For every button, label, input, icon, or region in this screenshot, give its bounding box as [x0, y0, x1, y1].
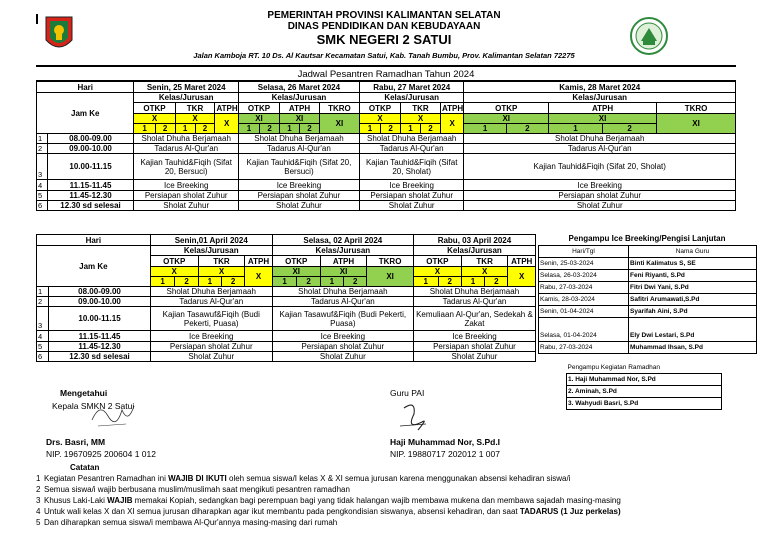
pengampu-table: [538, 245, 757, 354]
table-row: [539, 318, 757, 342]
kelas-jurusan: Kelas/Jurusan: [272, 246, 413, 256]
activity-cell: Sholat Dhuha Berjamaah: [238, 134, 359, 144]
activity-cell: Ice Breeking: [272, 331, 413, 342]
day-header: Selasa, 02 April 2024: [272, 235, 413, 246]
time-slot: 10.00-11.15: [49, 307, 150, 331]
row-number: 5: [37, 342, 49, 352]
gov-line: PEMERINTAH PROVINSI KALIMANTAN SELATAN: [267, 10, 501, 21]
list-item: 1. Haji Muhammad Nor, S.Pd: [567, 374, 722, 386]
activity-cell: Sholat Zuhur: [272, 352, 413, 362]
time-slot: 11.45-12.30: [49, 342, 150, 352]
time-slot: 12.30 sd selesai: [47, 201, 134, 211]
day-header: Rabu, 27 Maret 2024: [359, 82, 464, 93]
pengampu-teacher: Feni Riyanti, S.Pd: [629, 270, 757, 282]
kelas-jurusan: Kelas/Jurusan: [359, 93, 464, 103]
activity-cell: Ice Breeking: [359, 180, 464, 191]
table-row: [539, 270, 757, 282]
activity-cell: Sholat Zuhur: [238, 201, 359, 211]
class-cell: X: [245, 267, 272, 287]
sub-class: 2: [506, 124, 548, 134]
major-atph: ATPH: [508, 256, 536, 267]
major-otkp: OTKP: [464, 103, 549, 114]
class-cell: X: [175, 114, 215, 124]
table-row: [37, 191, 736, 201]
letterhead: [0, 0, 768, 66]
activity-cell: Sholat Zuhur: [413, 352, 535, 362]
activity-cell: Sholat Zuhur: [359, 201, 464, 211]
school-address: Jalan Kamboja RT. 10 Ds. Al Kautsar Kecamatan Satui, Kab. Tanah Bumbu, Prov. Kalimantan Selatan 72275: [193, 51, 575, 60]
activity-cell: Tadarus Al-Qur'an: [238, 144, 359, 154]
activity-cell: Persiapan sholat Zuhur: [238, 191, 359, 201]
sub-class: 2: [175, 277, 198, 287]
sub-class: 2: [155, 124, 175, 134]
class-cell: X: [440, 114, 464, 134]
table-row: [37, 307, 536, 331]
activity-cell: Kajian Tasawuf&Fiqih (Budi Pekerti, Puasa): [272, 307, 413, 331]
table-row: [539, 282, 757, 294]
hari-header: Hari: [37, 235, 151, 246]
pengampu-teacher: Binti Kalimatus S, SE: [629, 258, 757, 270]
table-row: [37, 134, 736, 144]
notes-title: Catatan: [70, 463, 100, 472]
table-row: [539, 294, 757, 306]
pengampu-date: Selasa, 26-03-2024: [539, 270, 629, 282]
activity-cell: Persiapan sholat Zuhur: [272, 342, 413, 352]
table-row: [37, 352, 536, 362]
major-tkr: TKR: [461, 256, 508, 267]
row-number: 4: [37, 331, 49, 342]
pengampu-teacher: Muhammad Ihsan, S.Pd: [629, 342, 757, 354]
major-atph: ATPH: [280, 103, 320, 114]
note-item: 1 Kegiatan Pesantren Ramadhan ini WAJIB DI IKUTI oleh semua siswa/I kelas X & XI semua jurusan karena menggunakan absensi kehadiran siswa/i: [36, 474, 571, 483]
activity-cell: Persiapan sholat Zuhur: [413, 342, 535, 352]
major-atph: ATPH: [320, 256, 367, 267]
time-slot: 09.00-10.00: [47, 144, 134, 154]
major-otkp: OTKP: [238, 103, 279, 114]
table-row: [539, 258, 757, 270]
sub-class: 1: [413, 277, 438, 287]
table-row: [539, 306, 757, 318]
activity-cell: Ice Breeking: [464, 180, 736, 191]
col-guru: Nama Guru: [629, 246, 757, 258]
class-cell: X: [215, 114, 238, 134]
activity-cell: Sholat Dhuha Berjamaah: [272, 287, 413, 297]
mengetahui-label: Mengetahui: [60, 388, 108, 398]
day-header: Senin,01 April 2024: [150, 235, 272, 246]
activity-cell: Persiapan sholat Zuhur: [464, 191, 736, 201]
notes-section: [36, 462, 736, 528]
header-divider: [36, 65, 736, 67]
row-number: 2: [37, 297, 49, 307]
sub-class: 1: [549, 124, 603, 134]
sub-class: 1: [272, 277, 297, 287]
activity-cell: Tadarus Al-Qur'an: [359, 144, 464, 154]
sub-class: 1: [238, 124, 259, 134]
major-tkr: TKR: [175, 103, 215, 114]
sub-class: 2: [485, 277, 508, 287]
kelas-jurusan: Kelas/Jurusan: [238, 93, 359, 103]
activity-cell: Kajian Tauhid&Fiqih (Sifat 20, Sholat): [464, 154, 736, 180]
note-item: 4 Untuk wali kelas X dan XI semua jurusan diharapkan agar ikut membantu pada pengkondisian siswanya, absensi kehadiran, dan saat TADARUS (1 Juz perkelas): [36, 507, 621, 516]
table-row: [37, 201, 736, 211]
activity-cell: Kajian Tauhid&Fiqih (Sifat 20, Bersuci): [134, 154, 238, 180]
class-cell: XI: [280, 114, 320, 124]
sub-class: 2: [300, 124, 320, 134]
list-item: 3. Wahyudi Basri, S.Pd: [567, 398, 722, 410]
guru-signature-icon: [396, 400, 432, 434]
pengampu-kegiatan-table: [566, 362, 722, 410]
class-cell: X: [401, 114, 441, 124]
kelas-jurusan: Kelas/Jurusan: [464, 93, 736, 103]
pengampu-title: Pengampu Ice Breeking/Pengisi Lanjutan: [568, 234, 726, 243]
table-row: [37, 287, 536, 297]
activity-cell: Tadarus Al-Qur'an: [464, 144, 736, 154]
guru-pai-label-block: [390, 388, 424, 398]
guru-pai-role: Guru PAI: [390, 388, 425, 398]
table-row: [37, 144, 736, 154]
sub-class: 2: [381, 124, 401, 134]
class-cell: X: [359, 114, 400, 124]
table-row: [539, 342, 757, 354]
jam-ke-header: Jam Ke: [37, 93, 134, 134]
sub-class: 2: [195, 124, 215, 134]
time-slot: 11.15-11.45: [49, 331, 150, 342]
time-slot: 09.00-10.00: [49, 297, 150, 307]
activity-cell: Sholat Dhuha Berjamaah: [150, 287, 272, 297]
class-cell: XI: [238, 114, 279, 124]
time-slot: 08.00-09.00: [49, 287, 150, 297]
sub-class: 2: [297, 277, 320, 287]
kelas-jurusan: Kelas/Jurusan: [134, 93, 238, 103]
note-item: 3 Khusus Laki-Laki WAJIB memakai Kopiah, sedangkan bagi perempuan bagi yang tidak halangan wajib membawa mukena dan membawa sajadah masing-masing: [36, 496, 621, 505]
day-header: Kamis, 28 Maret 2024: [464, 82, 736, 93]
class-cell: X: [134, 114, 175, 124]
activity-cell: Persiapan sholat Zuhur: [134, 191, 238, 201]
table-row: [37, 297, 536, 307]
sub-class: 1: [150, 277, 175, 287]
activity-cell: Kemuliaan Al-Qur'an, Sedekah & Zakat: [413, 307, 535, 331]
headmaster-name-block: [46, 437, 156, 459]
row-number: 4: [37, 180, 48, 191]
headmaster-name: Drs. Basri, MM: [46, 437, 106, 447]
row-number: 5: [37, 191, 48, 201]
note-item: 2 Semua siswa/i wajib berbusana muslim/muslimah saat mengikuti pesantren ramadhan: [36, 485, 350, 494]
sub-class: 1: [198, 277, 221, 287]
activity-cell: Sholat Zuhur: [150, 352, 272, 362]
week1-schedule-table: [36, 81, 736, 211]
class-cell: XI: [464, 114, 549, 124]
class-cell: XI: [272, 267, 320, 277]
school-name: SMK NEGERI 2 SATUI: [316, 32, 452, 47]
sub-class: 2: [603, 124, 657, 134]
headmaster-signature-icon: [88, 398, 136, 432]
sub-class: 1: [320, 277, 343, 287]
major-atph: ATPH: [245, 256, 272, 267]
row-number: 1: [37, 287, 49, 297]
time-slot: 12.30 sd selesai: [49, 352, 150, 362]
day-header: Selasa, 26 Maret 2024: [238, 82, 359, 93]
col-hari: Hari/Tgl: [539, 246, 629, 258]
jam-ke-header: Jam Ke: [37, 246, 151, 287]
major-otkp: OTKP: [134, 103, 175, 114]
activity-cell: Kajian Tasawuf&Fiqih (Budi Pekerti, Puasa): [150, 307, 272, 331]
class-cell: X: [508, 267, 536, 287]
activity-cell: Persiapan sholat Zuhur: [359, 191, 464, 201]
activity-cell: Tadarus Al-Qur'an: [272, 297, 413, 307]
pengampu-date: Rabu, 27-03-2024: [539, 342, 629, 354]
pengampu-teacher: Fitri Dwi Yani, S.Pd: [629, 282, 757, 294]
day-header: Senin, 25 Maret 2024: [134, 82, 238, 93]
sub-class: 2: [260, 124, 280, 134]
sub-class: 1: [359, 124, 380, 134]
guru-nip: NIP. 19880717 202012 1 007: [390, 449, 500, 459]
row-number: 3: [37, 307, 49, 331]
major-atph: ATPH: [441, 103, 464, 113]
class-cell: XI: [367, 267, 414, 287]
class-cell: X: [198, 267, 245, 277]
activity-cell: Sholat Dhuha Berjamaah: [359, 134, 464, 144]
kelas-jurusan: Kelas/Jurusan: [413, 246, 535, 256]
headmaster-nip: NIP. 19670925 200604 1 012: [46, 449, 156, 459]
time-slot: 10.00-11.15: [47, 154, 134, 180]
pengampu-teacher: Safitri Arumawati,S.Pd: [629, 294, 757, 306]
sub-class: 1: [280, 124, 300, 134]
activity-cell: Ice Breeking: [150, 331, 272, 342]
class-cell: XI: [319, 114, 359, 134]
activity-cell: Persiapan sholat Zuhur: [150, 342, 272, 352]
sub-class: 1: [134, 124, 155, 134]
table-row: [37, 180, 736, 191]
pengampu-date: Kamis, 28-03-2024: [539, 294, 629, 306]
pengampu-kegiatan-title: Pengampu Kegiatan Ramadhan: [567, 364, 661, 371]
list-item: 2. Aminah, S.Pd: [567, 386, 722, 398]
class-cell: X: [461, 267, 508, 277]
major-atph: ATPH: [549, 103, 657, 114]
activity-cell: Sholat Zuhur: [134, 201, 238, 211]
sub-class: 2: [420, 124, 440, 134]
class-cell: XI: [549, 114, 657, 124]
activity-cell: Tadarus Al-Qur'an: [134, 144, 238, 154]
schedule-title: Jadwal Pesantren Ramadhan Tahun 2024: [36, 70, 736, 81]
note-item: 5 Dan diharapkan semua siswa/i membawa Al-Qur'annya masing-masing dari rumah: [36, 518, 338, 527]
activity-cell: Ice Breeking: [413, 331, 535, 342]
sub-class: 2: [344, 277, 367, 287]
sub-class: 1: [401, 124, 421, 134]
class-cell: XI: [320, 267, 367, 277]
major-tkro: TKRO: [657, 103, 736, 114]
guru-name: Haji Muhammad Nor, S.Pd.I: [390, 437, 501, 447]
major-tkr: TKR: [198, 256, 245, 267]
pengampu-date: Rabu, 27-03-2024: [539, 282, 629, 294]
table-row: [37, 342, 536, 352]
major-otkp: OTKP: [359, 103, 400, 114]
class-cell: X: [413, 267, 461, 277]
table-row: [37, 154, 736, 180]
activity-cell: Ice Breeking: [238, 180, 359, 191]
pengampu-teacher: Syarifah Aini, S.Pd: [629, 306, 757, 318]
major-otkp: OTKP: [413, 256, 461, 267]
major-atph: ATPH: [216, 103, 238, 113]
activity-cell: Kajian Tauhid&Fiqih (Sifat 20, Sholat): [359, 154, 464, 180]
pengampu-date: Senin, 01-04-2024: [539, 306, 629, 318]
major-tkr: TKR: [401, 103, 441, 114]
row-number: 6: [37, 352, 49, 362]
major-otkp: OTKP: [272, 256, 320, 267]
row-number: 2: [37, 144, 48, 154]
time-slot: 08.00-09.00: [47, 134, 134, 144]
guru-name-block: [390, 437, 500, 459]
major-tkro: TKRO: [319, 103, 359, 114]
sub-class: 1: [175, 124, 195, 134]
pengampu-date: Selasa, 01-04-2024: [539, 318, 629, 342]
headmaster-role: Kepala SMKN 2 Satui: [52, 401, 135, 411]
time-slot: 11.45-12.30: [47, 191, 134, 201]
sub-class: 1: [464, 124, 506, 134]
major-otkp: OTKP: [150, 256, 198, 267]
sub-class: 2: [438, 277, 461, 287]
pengampu-teacher: Ely Dwi Lestari, S.Pd: [629, 318, 757, 342]
hari-header: Hari: [37, 82, 134, 93]
major-tkro: TKRO: [367, 256, 414, 267]
dept-line: DINAS PENDIDIKAN DAN KEBUDAYAAN: [287, 21, 481, 32]
sub-class: 2: [221, 277, 244, 287]
table-row: [37, 331, 536, 342]
activity-cell: Sholat Zuhur: [464, 201, 736, 211]
row-number: 6: [37, 201, 48, 211]
row-number: 3: [37, 154, 48, 180]
day-header: Rabu, 03 April 2024: [413, 235, 535, 246]
activity-cell: Sholat Dhuha Berjamaah: [464, 134, 736, 144]
pengampu-date: Senin, 25-03-2024: [539, 258, 629, 270]
sub-class: 1: [461, 277, 484, 287]
kelas-jurusan: Kelas/Jurusan: [150, 246, 272, 256]
row-number: 1: [37, 134, 48, 144]
activity-cell: Sholat Dhuha Berjamaah: [134, 134, 238, 144]
week2-schedule-table: [36, 234, 536, 362]
activity-cell: Sholat Dhuha Berjamaah: [413, 287, 535, 297]
class-cell: XI: [657, 114, 736, 134]
activity-cell: Tadarus Al-Qur'an: [413, 297, 535, 307]
activity-cell: Ice Breeking: [134, 180, 238, 191]
activity-cell: Tadarus Al-Qur'an: [150, 297, 272, 307]
time-slot: 11.15-11.45: [47, 180, 134, 191]
class-cell: X: [150, 267, 198, 277]
activity-cell: Kajian Tauhid&Fiqih (Sifat 20, Bersuci): [238, 154, 359, 180]
